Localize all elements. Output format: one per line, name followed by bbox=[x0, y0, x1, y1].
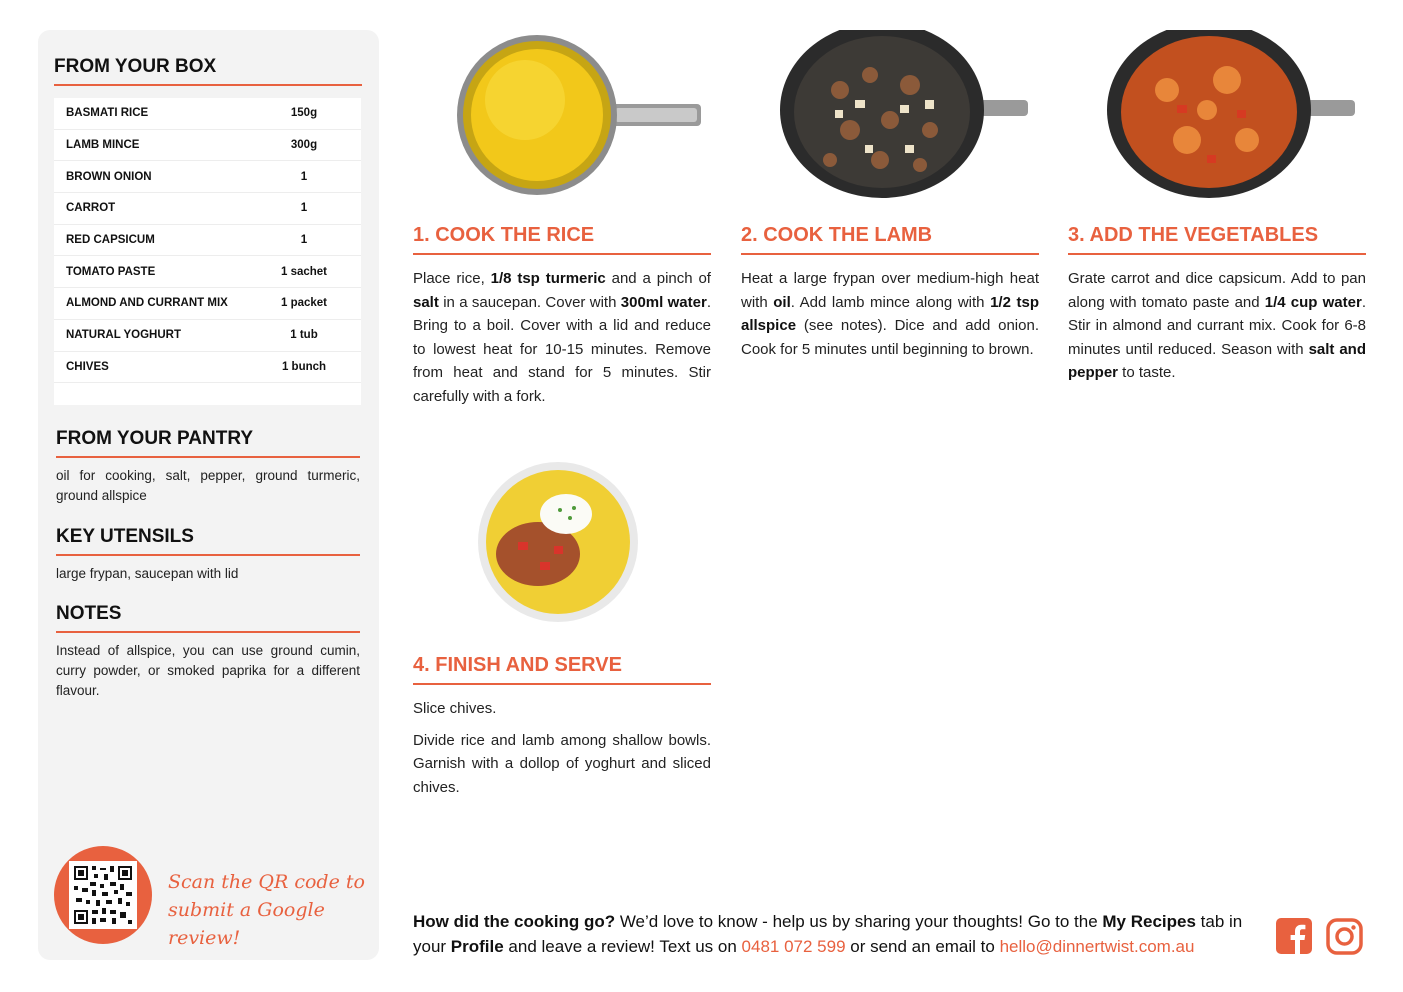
ingredient-qty: 1 bbox=[300, 234, 308, 247]
ingredient-qty: 300g bbox=[290, 139, 318, 152]
step-1 bbox=[413, 224, 711, 408]
ingredient-row bbox=[54, 320, 361, 352]
ingredient-name: LAMB MINCE bbox=[66, 139, 140, 152]
vegetables-frypan-photo bbox=[1107, 30, 1359, 200]
ingredient-qty: 1 tub bbox=[290, 329, 318, 342]
notes-text: Instead of allspice, you can use ground cumin, curry powder, or smoked paprika for a different flavour. bbox=[56, 643, 360, 698]
lamb-frypan-photo bbox=[780, 30, 1032, 200]
step-1-title: 1. COOK THE RICE bbox=[413, 224, 711, 255]
phone-link[interactable]: 0481 072 599 bbox=[741, 937, 846, 956]
ingredient-qty: 1 bbox=[300, 170, 308, 183]
ingredient-name: RED CAPSICUM bbox=[66, 234, 155, 247]
step-3 bbox=[1068, 224, 1366, 385]
ingredient-row bbox=[54, 193, 361, 225]
qr-code-badge[interactable] bbox=[54, 846, 152, 944]
pantry-heading: FROM YOUR PANTRY bbox=[56, 428, 360, 458]
ingredient-qty: 150g bbox=[290, 107, 318, 120]
step-4-text-2: Divide rice and lamb among shallow bowls. Garnish with a dollop of yoghurt and sliced chives. bbox=[413, 731, 711, 796]
ingredient-qty: 1 packet bbox=[280, 297, 328, 310]
step-1-text: Place rice, 1/8 tsp turmeric and a pinch of salt in a saucepan. Cover with 300ml water. Bring to a boil. Cover with a lid and reduce to lowest heat for 10-15 minutes. Remove from heat and stand for 5 minutes. Stir carefully with a fork. bbox=[413, 270, 711, 405]
ingredient-name: TOMATO PASTE bbox=[66, 265, 156, 278]
step-4-text-1: Slice chives. bbox=[413, 700, 497, 717]
instagram-icon[interactable] bbox=[1326, 918, 1363, 955]
ingredient-name: CHIVES bbox=[66, 360, 109, 373]
email-link[interactable]: hello@dinnertwist.com.au bbox=[999, 937, 1195, 956]
ingredient-row bbox=[54, 225, 361, 257]
qr-caption-line1: Scan the QR code to bbox=[168, 871, 365, 893]
ingredient-row bbox=[54, 98, 361, 130]
profile-label: Profile bbox=[450, 937, 504, 956]
ingredient-row bbox=[54, 288, 361, 320]
step-4 bbox=[413, 654, 711, 799]
ingredient-row bbox=[54, 256, 361, 288]
utensils-section bbox=[56, 526, 360, 584]
step-2-title: 2. COOK THE LAMB bbox=[741, 224, 1039, 255]
step-3-text: Grate carrot and dice capsicum. Add to pan along with tomato paste and 1/4 cup water. Stir in almond and currant mix. Cook for 6-8 minutes until reduced. Season with salt and pepper to taste. bbox=[1068, 270, 1366, 381]
finished-dish-photo bbox=[478, 462, 640, 624]
qr-code-icon[interactable] bbox=[69, 861, 137, 929]
pantry-text: oil for cooking, salt, pepper, ground turmeric, ground allspice bbox=[56, 468, 360, 503]
qr-caption-line2: submit a Google review! bbox=[168, 899, 325, 949]
notes-heading: NOTES bbox=[56, 603, 360, 633]
utensils-text: large frypan, saucepan with lid bbox=[56, 566, 239, 581]
feedback-footer: How did the cooking go? We’d love to know - help us by sharing your thoughts! Go to the My Recipes tab in your Profile and leave a review! Text us on 0481 072 599 or send an email to hello@dinnertwist.com.au bbox=[413, 912, 1243, 956]
facebook-icon[interactable] bbox=[1276, 918, 1312, 954]
ingredient-name: ALMOND AND CURRANT MIX bbox=[66, 297, 228, 310]
notes-section bbox=[56, 603, 360, 701]
step-2 bbox=[741, 224, 1039, 361]
my-recipes-label: My Recipes bbox=[1102, 912, 1196, 931]
ingredient-qty: 1 sachet bbox=[280, 265, 328, 278]
ingredient-row bbox=[54, 130, 361, 162]
ingredient-qty: 1 bbox=[300, 202, 308, 215]
pantry-section bbox=[56, 428, 360, 506]
ingredient-row bbox=[54, 161, 361, 193]
rice-saucepan-photo bbox=[455, 30, 705, 200]
ingredient-row bbox=[54, 352, 361, 384]
from-your-box-heading: FROM YOUR BOX bbox=[54, 56, 362, 86]
ingredients-sidebar bbox=[38, 30, 379, 960]
ingredient-name: BROWN ONION bbox=[66, 170, 152, 183]
ingredient-qty: 1 bunch bbox=[281, 360, 327, 373]
step-3-title: 3. ADD THE VEGETABLES bbox=[1068, 224, 1366, 255]
step-4-title: 4. FINISH AND SERVE bbox=[413, 654, 711, 685]
qr-review-caption bbox=[168, 868, 368, 952]
utensils-heading: KEY UTENSILS bbox=[56, 526, 360, 556]
footer-question: How did the cooking go? bbox=[413, 912, 616, 931]
ingredients-table bbox=[54, 98, 361, 405]
ingredient-name: CARROT bbox=[66, 202, 116, 215]
ingredient-name: BASMATI RICE bbox=[66, 107, 149, 120]
step-2-text: Heat a large frypan over medium-high heat with oil. Add lamb mince along with 1/2 tsp allspice (see notes). Dice and add onion. Cook for 5 minutes until beginning to brown. bbox=[741, 270, 1039, 358]
ingredient-name: NATURAL YOGHURT bbox=[66, 329, 181, 342]
